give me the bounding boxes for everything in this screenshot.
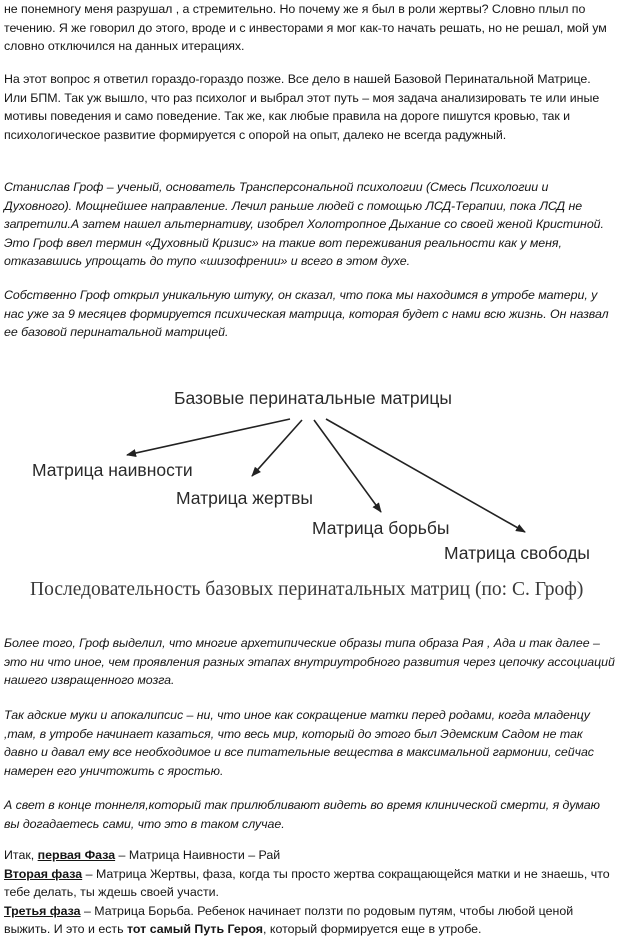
paragraph-3: Станислав Гроф – ученый, основатель Трансперсональной психологии (Смесь Психологии и Духовного). Мощнейшее направление. Лечил раньше людей с помощью ЛСД-Терапии, пока ЛСД не запретили.А затем нашел альтернативу, изобрел Холотропное Дыхание со своей женой Кристиной. Это Гроф ввел термин «Духовный Кризис» на такие вот переживания реальности как у меня, отказавшись упрощать до тупо «шизофрении» и всего в этом духе.: [4, 180, 604, 268]
paragraph-5: Более того, Гроф выделил, что многие архетипические образы типа образа Рая , Ада и так далее – это ни что иное, чем проявления разных этапах внутриутробного развития через цепочку ассоциаций нашего извращенного мозга.: [4, 636, 615, 687]
phase-line-2: [4, 865, 616, 902]
phase-2-text: – Матрица Жертвы, фаза, когда ты просто жертва сокращающейся матки и не знаешь, что тебе делать, ты ждешь своей участи.: [4, 866, 610, 899]
paragraph-6: Так адские муки и апокалипсис – ни, что иное как сокращение матки перед родами, когда младенцу ,там, в утробе начинает казаться, что весь мир, который до этого был Эдемским Садом не так давно и давал ему все необходимое и все питательные вещества в максимальной гармонии, сейчас намерен его уничтожить с яростью.: [4, 708, 594, 778]
arrow-to-victim: [252, 420, 302, 476]
phase-3-text: – Матрица Борьба. Ребенок начинает ползти по родовым путям, чтобы любой ценой выжить. И это и есть: [4, 903, 574, 936]
diagram-title: Базовые перинатальные матрицы: [174, 388, 453, 408]
diagram-caption: Последовательность базовых перинатальных матриц (по: С. Гроф): [30, 579, 584, 600]
matrix-freedom-label: Матрица свободы: [444, 543, 591, 563]
matrices-diagram: [0, 378, 620, 610]
arrow-to-naivety: [127, 419, 290, 455]
paragraph-2: На этот вопрос я ответил гораздо-гораздо позже. Все дело в нашей Базовой Перинатальной Матрице. Или БПМ. Так уж вышло, что раз психолог и выбрал этот путь – моя задача анализировать те или иные мотивы поведения и само поведение. Так же, как любые правила на дороге пишутся кровью, так и психологическое развитие формируется с опорой на опыт, далеко не всегда радужный.: [4, 72, 600, 142]
paragraph-1: не понемногу меня разрушал , а стремительно. Но почему же я был в роли жертвы? Словно плыл по течению. Я же говорил до этого, вроде и с инвесторами я мог как-то начать решать, но не решал, мой ум словно отключился на данных итерациях.: [4, 2, 607, 53]
matrix-struggle-label: Матрица борьбы: [312, 518, 450, 538]
phase-1-text: – Матрица Наивности – Рай: [115, 848, 281, 862]
phase-3-bold-text: тот самый Путь Героя: [127, 922, 263, 936]
phase-2-label: Вторая фаза: [4, 866, 83, 881]
matrix-naivety-label: Матрица наивности: [32, 460, 193, 480]
phase-3-label: Третья фаза: [4, 903, 81, 918]
phase-line-1: [4, 846, 616, 865]
phase-line-3: [4, 902, 616, 939]
phase-1-label: первая Фаза: [37, 848, 116, 862]
phase-3-end-text: , который формируется еще в утробе.: [263, 922, 482, 936]
phase-1-prefix: Итак,: [4, 848, 38, 862]
paragraph-7: А свет в конце тоннеля,который так прилюбливают видеть во время клинической смерти, я думаю вы догадаетесь сами, что это в таком случае.: [4, 798, 600, 831]
phases-list: [4, 846, 616, 939]
paragraph-4: Собственно Гроф открыл уникальную штуку, он сказал, что пока мы находимся в утробе матери, у нас уже за 9 месяцев формируется психическая матрица, которая будет с нами всю жизнь. Он назвал ее базовой перинатальной матрицей.: [4, 288, 609, 339]
arrow-to-freedom: [326, 419, 525, 532]
matrix-victim-label: Матрица жертвы: [176, 488, 313, 508]
arrow-to-struggle: [314, 420, 381, 512]
